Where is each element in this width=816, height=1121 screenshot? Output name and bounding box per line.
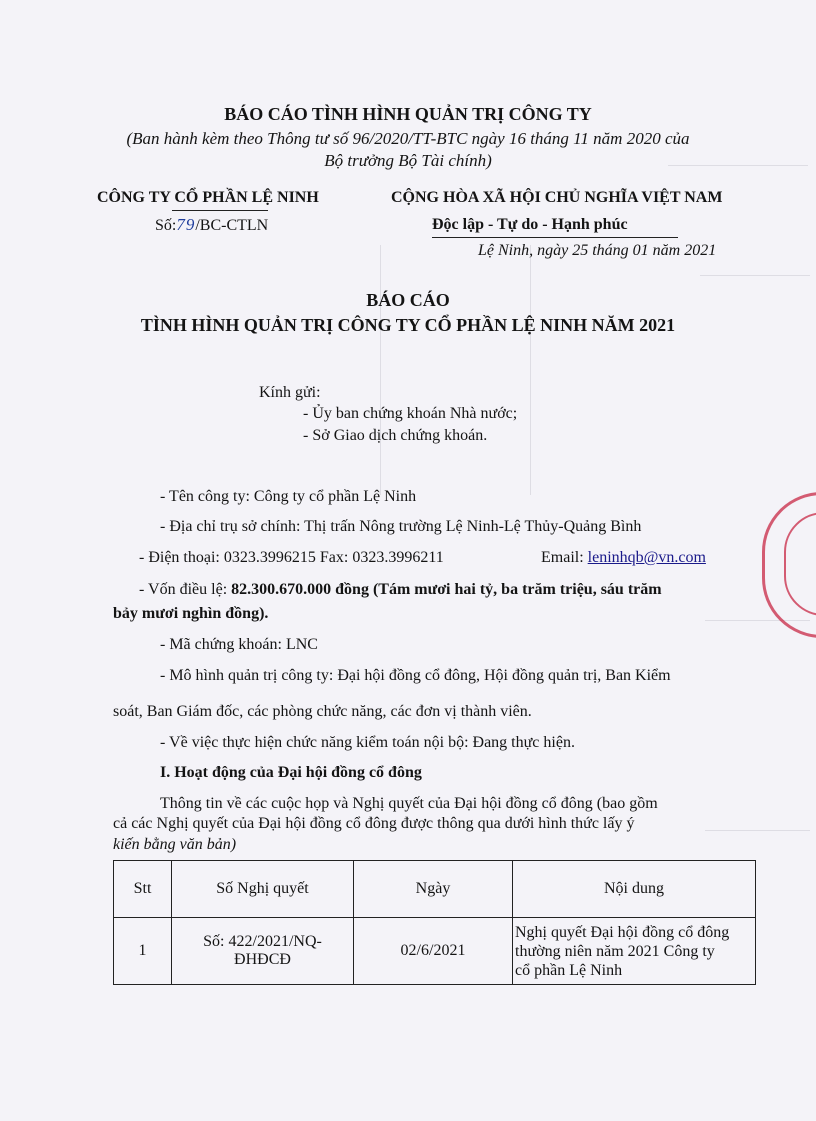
table-header-row: [114, 861, 756, 918]
capital-label: - Vốn điều lệ:: [139, 581, 232, 598]
doc-number-suffix: /BC-CTLN: [195, 217, 269, 234]
info-phone: - Điện thoại: 0323.3996215 Fax: 0323.3996211: [139, 549, 444, 566]
recipient-item: - Ủy ban chứng khoán Nhà nước;: [303, 405, 518, 422]
col-stt: Stt: [114, 861, 172, 918]
info-audit: - Về việc thực hiện chức năng kiểm toán nội bộ: Đang thực hiện.: [160, 734, 575, 751]
ghost-rule: [530, 245, 531, 495]
info-capital: [139, 581, 662, 599]
ghost-rule: [700, 275, 810, 276]
cell-number: [172, 918, 354, 985]
info-email: [541, 549, 706, 567]
doc-number-prefix: Số:: [155, 217, 177, 234]
section1-para-line1: Thông tin về các cuộc họp và Nghị quyết của Đại hội đồng cổ đông (bao gồm: [160, 795, 658, 812]
cell-content: [513, 918, 756, 985]
email-label: Email:: [541, 549, 588, 566]
info-governance: - Mô hình quản trị công ty: Đại hội đồng cổ đông, Hội đồng quản trị, Ban Kiểm: [160, 667, 671, 684]
table-row: [114, 918, 756, 985]
doc-subtitle-line2: Bộ trưởng Bộ Tài chính): [324, 151, 492, 170]
report-heading: BÁO CÁO: [366, 290, 450, 310]
section1-para-line3: kiến bằng văn bản): [113, 836, 237, 853]
capital-value-cont: bảy mươi nghìn đồng).: [113, 605, 269, 622]
report-subheading: TÌNH HÌNH QUẢN TRỊ CÔNG TY CỔ PHẦN LỆ NINH NĂM 2021: [140, 315, 676, 335]
company-name: CÔNG TY CỔ PHẦN LỆ NINH: [97, 189, 319, 206]
info-address: - Địa chỉ trụ sở chính: Thị trấn Nông trường Lệ Ninh-Lệ Thủy-Quảng Bình: [160, 518, 642, 535]
doc-title: BÁO CÁO TÌNH HÌNH QUẢN TRỊ CÔNG TY: [224, 104, 592, 124]
section1-para-line2: cả các Nghị quyết của Đại hội đồng cổ đông được thông qua dưới hình thức lấy ý: [113, 815, 635, 832]
motto: Độc lập - Tự do - Hạnh phúc: [432, 216, 628, 233]
capital-value: 82.300.670.000 đồng (Tám mươi hai tỷ, ba trăm triệu, sáu trăm: [231, 581, 662, 598]
cell-date: 02/6/2021: [354, 918, 513, 985]
recipients-label: Kính gửi:: [259, 384, 321, 401]
cell-number-line1: Số: 422/2021/NQ-: [203, 933, 322, 950]
section1-heading: I. Hoạt động của Đại hội đồng cổ đông: [160, 764, 422, 781]
cell-content-line1: Nghị quyết Đại hội đồng cổ đông: [515, 923, 730, 941]
info-governance-cont: soát, Ban Giám đốc, các phòng chức năng, các đơn vị thành viên.: [113, 703, 532, 720]
doc-number-handwritten: 79: [176, 215, 196, 234]
doc-number: [155, 215, 268, 235]
info-stock-code: - Mã chứng khoán: LNC: [160, 636, 318, 653]
ghost-rule: [380, 245, 381, 495]
company-underline: [172, 210, 268, 211]
resolutions-table: [113, 860, 756, 985]
email-link[interactable]: leninhqb@vn.com: [587, 549, 706, 566]
cell-stt: 1: [114, 918, 172, 985]
col-date: Ngày: [354, 861, 513, 918]
ghost-rule: [705, 830, 810, 831]
doc-subtitle-line1: (Ban hành kèm theo Thông tư số 96/2020/TT-BTC ngày 16 tháng 11 năm 2020 của: [126, 129, 690, 148]
cell-content-line3: cổ phần Lệ Ninh: [515, 961, 623, 979]
republic-name: CỘNG HÒA XÃ HỘI CHỦ NGHĨA VIỆT NAM: [391, 189, 723, 206]
motto-underline: [432, 237, 678, 238]
cell-number-line2: ĐHĐCĐ: [234, 951, 291, 968]
col-number: Số Nghị quyết: [172, 861, 354, 918]
place-date: Lệ Ninh, ngày 25 tháng 01 năm 2021: [478, 242, 717, 259]
info-company: - Tên công ty: Công ty cổ phần Lệ Ninh: [160, 488, 417, 505]
recipient-item: - Sở Giao dịch chứng khoán.: [303, 427, 488, 444]
col-content: Nội dung: [513, 861, 756, 918]
cell-content-line2: thường niên năm 2021 Công ty: [515, 942, 715, 960]
